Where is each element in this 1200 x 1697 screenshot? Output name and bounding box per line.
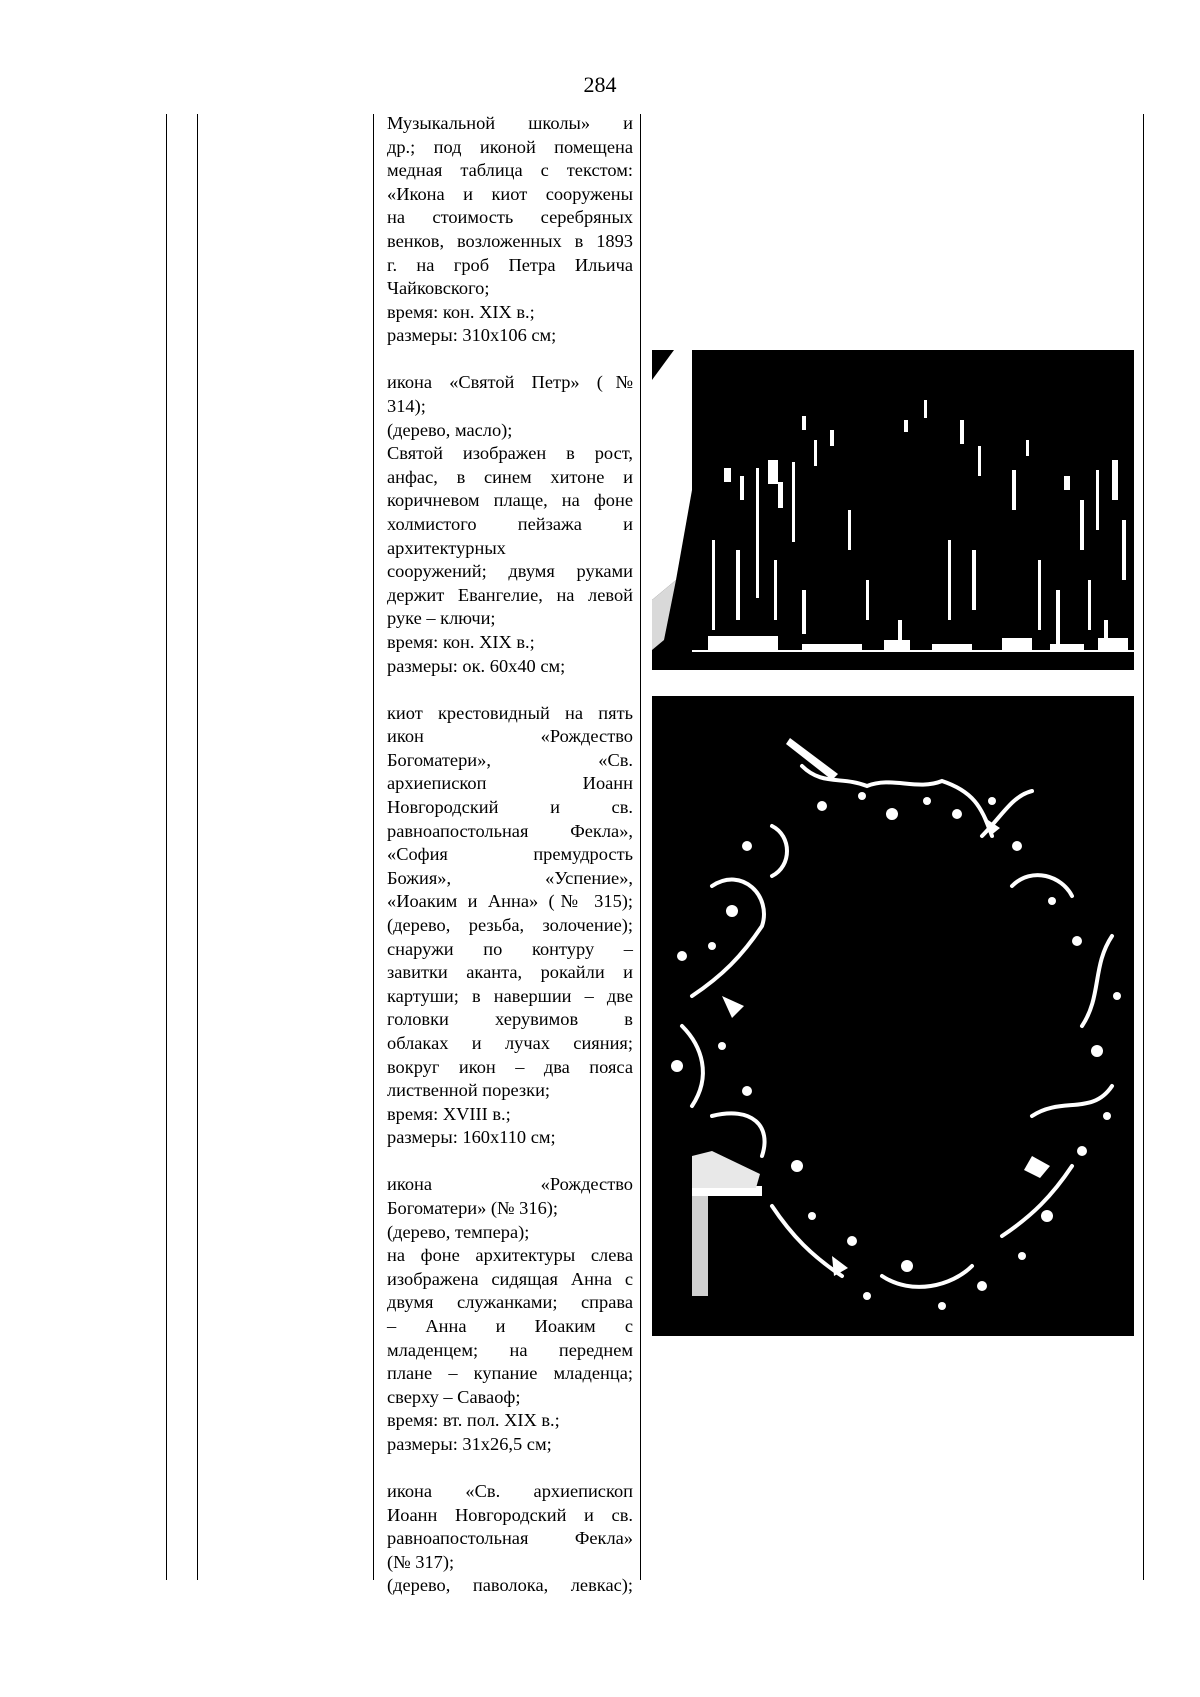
text-line: «Икона и киот сооружены <box>387 183 633 204</box>
text-line: лиственной порезки; <box>387 1080 551 1101</box>
text-line: Святой изображен в рост, <box>387 443 633 464</box>
text-line: размеры: 310х106 см; <box>387 325 557 346</box>
text-line: «Иоаким и Анна» (№ 315); <box>387 891 633 912</box>
text-line: изображена сидящая Анна с <box>387 1268 633 1289</box>
text-line: икон «Рождество <box>387 726 633 747</box>
photo-cross-shaped-kiot <box>652 696 1134 1336</box>
text-line: снаружи по контуру – <box>387 938 633 959</box>
text-line: облаках и лучах сияния; <box>387 1032 633 1053</box>
text-line: размеры: 31х26,5 см; <box>387 1433 552 1454</box>
column-divider-left <box>373 114 374 1580</box>
text-line: сверху – Саваоф; <box>387 1386 521 1407</box>
text-line: время: кон. XIX в.; <box>387 631 535 652</box>
text-line: медная таблица с текстом: <box>387 160 633 181</box>
text-line: на фоне архитектуры слева <box>387 1245 633 1266</box>
text-line: киот крестовидный на пять <box>387 702 633 723</box>
text-line: (дерево, масло); <box>387 419 513 440</box>
description-column <box>387 112 633 1622</box>
text-line: размеры: 160х110 см; <box>387 1127 556 1148</box>
text-line: вокруг икон – два пояса <box>387 1056 633 1077</box>
text-line: (дерево, паволока, левкас); <box>387 1575 633 1596</box>
text-line: руке – ключи; <box>387 608 496 629</box>
text-line: головки херувимов в <box>387 1009 633 1030</box>
table-border-left-outer <box>166 114 167 1580</box>
text-line: плане – купание младенца; <box>387 1363 633 1384</box>
text-line: коричневом плаще, на фоне <box>387 490 633 511</box>
column-divider-right <box>640 114 641 1580</box>
text-line: венков, возложенных в 1893 <box>387 230 633 251</box>
text-line: икона «Святой Петр» (№ <box>387 372 633 393</box>
entry-1 <box>387 112 633 348</box>
text-line: «София премудрость <box>387 844 633 865</box>
text-line: время: кон. XIX в.; <box>387 301 535 322</box>
text-line: держит Евангелие, на левой <box>387 584 633 605</box>
table-border-left-inner <box>197 114 198 1580</box>
page-number: 284 <box>583 72 617 97</box>
text-line: Чайковского; <box>387 278 490 299</box>
text-line: Новгородский и св. <box>387 797 633 818</box>
text-line: двумя служанками; справа <box>387 1292 633 1313</box>
text-line: равноапостольная Фекла» <box>387 1528 633 1549</box>
entry-3 <box>387 702 633 1150</box>
text-line: (№ 317); <box>387 1551 455 1572</box>
text-line: г. на гроб Петра Ильича <box>387 254 633 275</box>
text-line: время: XVIII в.; <box>387 1103 511 1124</box>
text-line: Музыкальной школы» и <box>387 113 633 133</box>
text-line: икона «Рождество <box>387 1174 633 1195</box>
text-line: сооружений; двумя руками <box>387 561 633 582</box>
text-line: (дерево, темпера); <box>387 1221 530 1242</box>
text-line: икона «Св. архиепископ <box>387 1481 633 1502</box>
text-line: анфас, в синем хитоне и <box>387 466 633 487</box>
text-line: равноапостольная Фекла», <box>387 820 633 841</box>
text-line: Божия», «Успение», <box>387 867 633 888</box>
text-line: архиепископ Иоанн <box>387 773 633 794</box>
text-line: холмистого пейзажа и <box>387 514 633 534</box>
entry-5 <box>387 1480 633 1598</box>
text-line: время: вт. пол. XIX в.; <box>387 1410 560 1431</box>
text-line: архитектурных <box>387 537 506 558</box>
text-line: Иоанн Новгородский и св. <box>387 1504 633 1525</box>
text-line: – Анна и Иоаким с <box>387 1316 633 1336</box>
photo-icon-st-peter-kiot <box>652 350 1134 670</box>
text-line: картуши; в навершии – две <box>387 985 633 1006</box>
text-line: младенцем; на переднем <box>387 1339 633 1360</box>
text-line: 314); <box>387 396 426 417</box>
text-line: др.; под иконой помещена <box>387 136 633 157</box>
text-line: Богоматери» (№ 316); <box>387 1198 559 1219</box>
table-border-right <box>1143 114 1144 1580</box>
text-line: завитки аканта, рокайли и <box>387 962 633 983</box>
text-line: (дерево, резьба, золочение); <box>387 915 633 935</box>
entry-4 <box>387 1173 633 1456</box>
text-line: Богоматери», «Св. <box>387 749 633 770</box>
text-line: на стоимость серебряных <box>387 207 633 228</box>
text-line: размеры: ок. 60х40 см; <box>387 655 566 676</box>
entry-2 <box>387 371 633 678</box>
